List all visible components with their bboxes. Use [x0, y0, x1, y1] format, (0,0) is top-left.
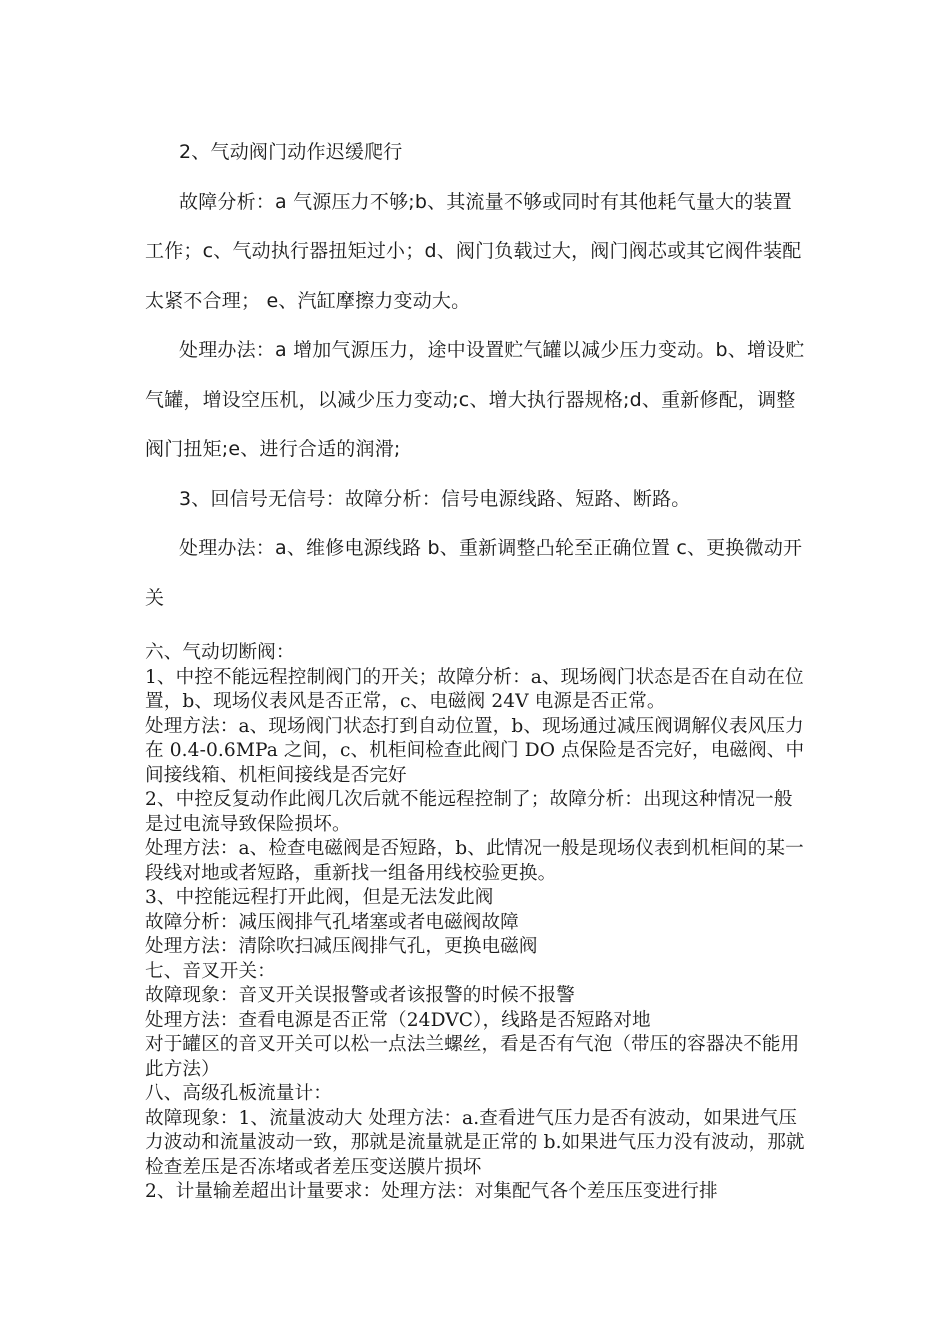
paragraph-7-note: 对于罐区的音叉开关可以松一点法兰螺丝，看是否有气泡（带压的容器决不能用此方法）: [145, 1034, 800, 1080]
paragraph-8-2: 2、计量输差超出计量要求：处理方法：对集配气各个差压压变进行排: [145, 1181, 718, 1202]
section-heading-6: 六、气动切断阀：: [145, 642, 295, 663]
paragraph-8-1: 故障现象：1、流量波动大 处理方法：a.查看进气压力是否有波动，如果进气压力波动和流量波动一致，那就是流量就是正常的 b.如果进气压力没有波动，那就检查差压是否冻堵或者差压变送膜片损坏: [145, 1107, 805, 1178]
paragraph-6-3-analysis: 故障分析：减压阀排气孔堵塞或者电磁阀故障: [145, 911, 519, 933]
remedy-paragraph: 处理办法：a 增加气源压力，途中设置贮气罐以减少压力变动。b、增设贮气罐，增设空压机，以减少压力变动;c、增大执行器规格;d、重新修配，调整阀门扭矩;e、进行合适的润滑;: [145, 339, 805, 460]
paragraph-7-remedy: 处理方法：查看电源是否正常（24DVC），线路是否短路对地: [145, 1009, 651, 1031]
section-heading-8: 八、高级孔板流量计：: [145, 1083, 332, 1104]
paragraph-6-2-remedy: 处理方法：a、检查电磁阀是否短路，b、此情况一般是现场仪表到机柜间的某一段线对地或者短路，重新找一组备用线校验更换。: [145, 838, 804, 884]
remedy-paragraph-3: 处理办法：a、维修电源线路 b、重新调整凸轮至正确位置 c、更换微动开关: [145, 537, 803, 609]
heading-item-3: 3、回信号无信号：故障分析：信号电源线路、短路、断路。: [179, 487, 691, 510]
paragraph-6-3-remedy: 处理方法：清除吹扫减压阀排气孔，更换电磁阀: [145, 936, 538, 957]
paragraph-6-3: 3、中控能远程打开此阀，但是无法发此阀: [145, 887, 494, 908]
paragraph-6-1: 1、中控不能远程控制阀门的开关；故障分析：a、现场阀门状态是否在自动在位置，b、现场仪表风是否正常，c、电磁阀 24V 电源是否正常。: [145, 666, 804, 712]
paragraph-6-2: 2、中控反复动作此阀几次后就不能远程控制了；故障分析：出现这种情况一般是过电流导致保险损坏。: [145, 789, 793, 835]
fault-analysis-paragraph: 故障分析：a 气源压力不够;b、其流量不够或同时有其他耗气量大的装置工作；c、气动执行器扭矩过小；d、阀门负载过大，阀门阀芯或其它阀件装配太紧不合理； e、汽缸摩擦力变动大。: [145, 190, 802, 312]
paragraph-6-1-remedy: 处理方法：a、现场阀门状态打到自动位置，b、现场通过减压阀调解仪表风压力在 0.4-0.6MPa 之间，c、机柜间检查此阀门 DO 点保险是否完好，电磁阀、中间接线箱、机柜间接线是否完好: [145, 715, 805, 786]
section-heading-7: 七、音叉开关：: [145, 960, 276, 982]
paragraph-7-symptom: 故障现象：音叉开关误报警或者该报警的时候不报警: [145, 985, 575, 1006]
troubleshooting-section-upper: [145, 128, 810, 623]
heading-item-2: 2、气动阀门动作迟缓爬行: [179, 141, 403, 163]
troubleshooting-section-lower: [145, 641, 810, 1205]
